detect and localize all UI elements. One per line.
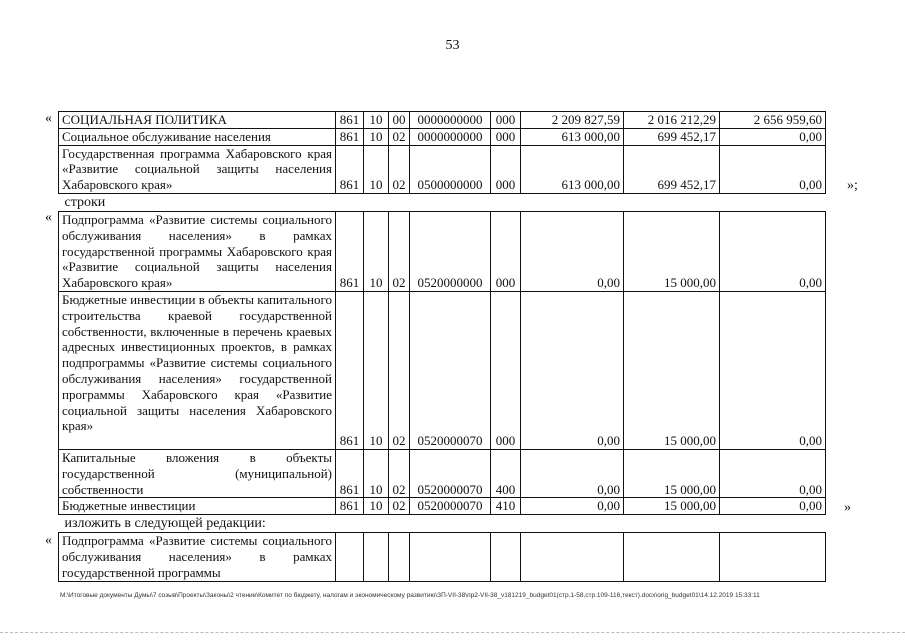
cell-csr: 0520000070 [410,449,491,497]
cell-y2: 699 452,17 [624,145,720,193]
page-bottom-rule [0,632,905,633]
cell-y1: 0,00 [521,211,624,291]
cell-y3: 0,00 [720,211,826,291]
between-text: изложить в следующей редакции: [64,516,266,532]
row-name-cell: Подпрограмма «Развитие системы социального обслуживания населения» в рамках государственной программы Хабаровского края «Развитие социальной защиты населения Хабаровского края» [59,211,336,291]
cell-csr: 0520000000 [410,211,491,291]
table-row [59,112,826,129]
cell-y3: 0,00 [720,291,826,449]
cell-y3: 2 656 959,60 [720,112,826,129]
cell-pr: 02 [389,128,410,145]
cell-csr: 0000000000 [410,128,491,145]
cell-g [336,533,364,581]
cell-pr: 02 [389,211,410,291]
cell-y1 [521,533,624,581]
cell-r: 10 [364,145,389,193]
budget-table [58,111,826,582]
cell-y3: 0,00 [720,498,826,515]
quote-close-2: » [844,500,851,515]
cell-csr: 0500000000 [410,145,491,193]
row-name-cell: Бюджетные инвестиции в объекты капитального строительства краевой государственной собственности, включенные в перечень краевых адресных инвестиционных проектов, в рамках подпрограммы «Развитие системы социального обслуживания населения» государственной программы Хабаровского края «Развитие социальной защиты населения Хабаровского края» [59,291,336,449]
cell-y3: 0,00 [720,449,826,497]
cell-csr: 0520000070 [410,291,491,449]
cell-vr: 000 [491,112,521,129]
cell-vr: 400 [491,449,521,497]
cell-vr: 000 [491,128,521,145]
cell-vr: 410 [491,498,521,515]
cell-y1: 0,00 [521,449,624,497]
row-name-cell: Подпрограмма «Развитие системы социального обслуживания населения» в рамках государственной программы [59,533,336,581]
cell-y3: 0,00 [720,128,826,145]
cell-y3: 0,00 [720,145,826,193]
cell-r: 10 [364,211,389,291]
cell-pr [389,533,410,581]
cell-y2: 2 016 212,29 [624,112,720,129]
cell-csr [410,533,491,581]
between-text: строки [64,194,106,210]
cell-pr: 02 [389,291,410,449]
table-row [59,211,826,291]
cell-y2: 15 000,00 [624,449,720,497]
cell-r: 10 [364,449,389,497]
cell-y1: 0,00 [521,498,624,515]
cell-vr: 000 [491,211,521,291]
cell-r: 10 [364,128,389,145]
between-text-row [59,515,826,533]
cell-y1: 0,00 [521,291,624,449]
cell-y2: 15 000,00 [624,211,720,291]
quote-open-2: « [45,210,52,225]
page-number: 53 [445,38,460,53]
row-name-cell: Бюджетные инвестиции [59,498,336,515]
row-name-cell: Капитальные вложения в объекты государственной (муниципальной) собственности [59,449,336,497]
cell-r: 10 [364,498,389,515]
table-row [59,291,826,449]
cell-g: 861 [336,145,364,193]
quote-open-1: « [45,111,52,126]
cell-vr: 000 [491,145,521,193]
between-text-row [59,193,826,211]
cell-csr: 0520000070 [410,498,491,515]
row-name-cell: Государственная программа Хабаровского края «Развитие социальной защиты населения Хабаровского края» [59,145,336,193]
table-row [59,449,826,497]
cell-g: 861 [336,112,364,129]
cell-y3 [720,533,826,581]
footer-file-path: M:\Итоговые документы Думы\7 созыв\Проекты\Законы\2 чтение\Комитет по бюджету, налогам и экономическому развитию\ЗП-VII-38\пр2-VII-38_v181219_budget01(стр.1-58,стр.109-116,текст).docx\orig_budget01\14.12.2019 15:33:11 [60,592,760,599]
cell-r [364,533,389,581]
cell-y1: 2 209 827,59 [521,112,624,129]
cell-g: 861 [336,291,364,449]
cell-pr: 02 [389,449,410,497]
cell-csr: 0000000000 [410,112,491,129]
cell-pr: 02 [389,498,410,515]
cell-g: 861 [336,128,364,145]
cell-r: 10 [364,112,389,129]
row-name-cell: Социальное обслуживание населения [59,128,336,145]
cell-pr: 02 [389,145,410,193]
table-row [59,145,826,193]
cell-g: 861 [336,211,364,291]
table-row [59,498,826,515]
cell-y2: 15 000,00 [624,498,720,515]
cell-y1: 613 000,00 [521,145,624,193]
cell-y2: 15 000,00 [624,291,720,449]
cell-vr [491,533,521,581]
cell-r: 10 [364,291,389,449]
table-row [59,533,826,581]
row-name-cell: СОЦИАЛЬНАЯ ПОЛИТИКА [59,112,336,129]
cell-g: 861 [336,449,364,497]
quote-close-1: »; [847,178,858,193]
cell-y2 [624,533,720,581]
cell-vr: 000 [491,291,521,449]
quote-open-3: « [45,533,52,548]
cell-pr: 00 [389,112,410,129]
cell-y1: 613 000,00 [521,128,624,145]
table-row [59,128,826,145]
cell-y2: 699 452,17 [624,128,720,145]
cell-g: 861 [336,498,364,515]
